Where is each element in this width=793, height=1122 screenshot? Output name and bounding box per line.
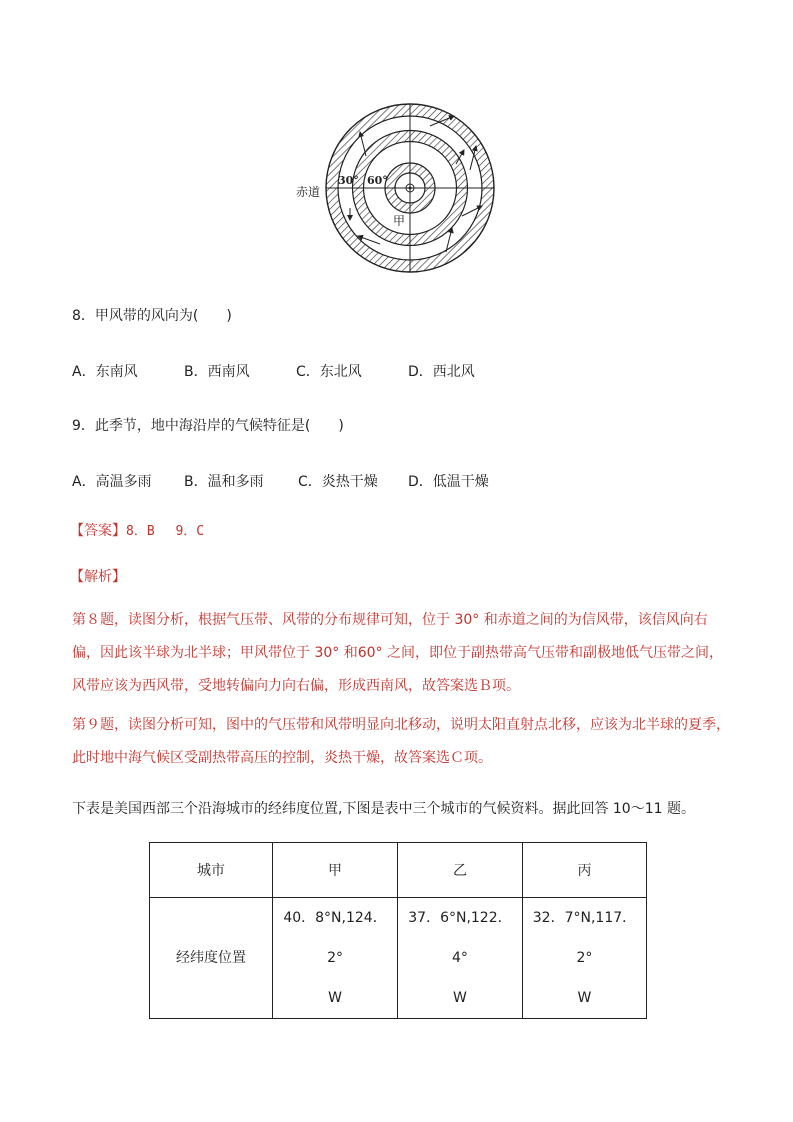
table-cell [273, 898, 398, 1019]
q9-option-d[interactable]: D．低温干燥 [408, 474, 489, 490]
q9-options [72, 471, 592, 493]
cell-line-1: 40．8°N,124．2° [283, 910, 387, 966]
answer-value: 8．B 9．C [126, 524, 205, 539]
table-header-cell: 城市 [150, 843, 273, 898]
cell-line-2: W [328, 990, 342, 1006]
q8-options [72, 361, 572, 383]
analysis-paragraph-1: 第８题，读图分析，根据气压带、风带的分布规律可知，位于 30° 和赤道之间的为信风带，该信风向右偏，因此该半球为北半球；甲风带位于 30° 和60° 之间，即位于副热带高气压带和副极地低气压带之间，风带应该为西风带，受地转偏向力向右偏，形成西南风，故答案选Ｂ项。 [72, 612, 723, 694]
analysis-label: 【解析】 [70, 569, 126, 585]
q8-option-b[interactable]: B．西南风 [184, 364, 250, 380]
table-row-label: 经纬度位置 [150, 898, 273, 1019]
city-coordinates-table [149, 842, 647, 1019]
table-intro: 下表是美国西部三个沿海城市的经纬度位置,下图是表中三个城市的气候资料。据此回答 10～11 题。 [72, 801, 695, 817]
q8-option-a[interactable]: A．东南风 [72, 364, 138, 380]
answer-line [70, 520, 204, 543]
q9-option-b[interactable]: B．温和多雨 [184, 474, 264, 490]
table-header-row [150, 843, 647, 898]
cell-line-1: 32．7°N,117．2° [532, 910, 637, 966]
answer-label: 【答案】 [70, 523, 126, 539]
wind-belt-diagram [294, 96, 504, 286]
label-equator: 赤道 [296, 185, 321, 199]
label-60: 60° [367, 174, 388, 187]
cell-line-2: W [453, 990, 467, 1006]
label-30: 30° [338, 174, 359, 187]
table-header-cell: 甲 [273, 843, 398, 898]
q8-stem: 8．甲风带的风向为( ) [72, 308, 232, 324]
q9-option-c[interactable]: C．炎热干燥 [298, 474, 378, 490]
label-jia: 甲 [393, 214, 406, 228]
wind-belt-svg [294, 96, 504, 286]
q8-option-d[interactable]: D．西北风 [408, 364, 475, 380]
q9-option-a[interactable]: A．高温多雨 [72, 474, 152, 490]
table-cell [397, 898, 522, 1019]
cell-line-2: W [577, 990, 592, 1006]
table-cell [522, 898, 646, 1019]
table-row [150, 898, 647, 1019]
q9-stem: 9．此季节，地中海沿岸的气候特征是( ) [72, 418, 344, 434]
table-header-cell: 乙 [397, 843, 522, 898]
q8-option-c[interactable]: C．东北风 [296, 364, 362, 380]
analysis-paragraph-2: 第９题，读图分析可知，图中的气压带和风带明显向北移动，说明太阳直射点北移，应该为北半球的夏季，此时地中海气候区受副热带高压的控制，炎热干燥，故答案选Ｃ项。 [72, 717, 730, 766]
table-header-cell: 丙 [522, 843, 646, 898]
cell-line-1: 37．6°N,122．4° [408, 910, 512, 966]
